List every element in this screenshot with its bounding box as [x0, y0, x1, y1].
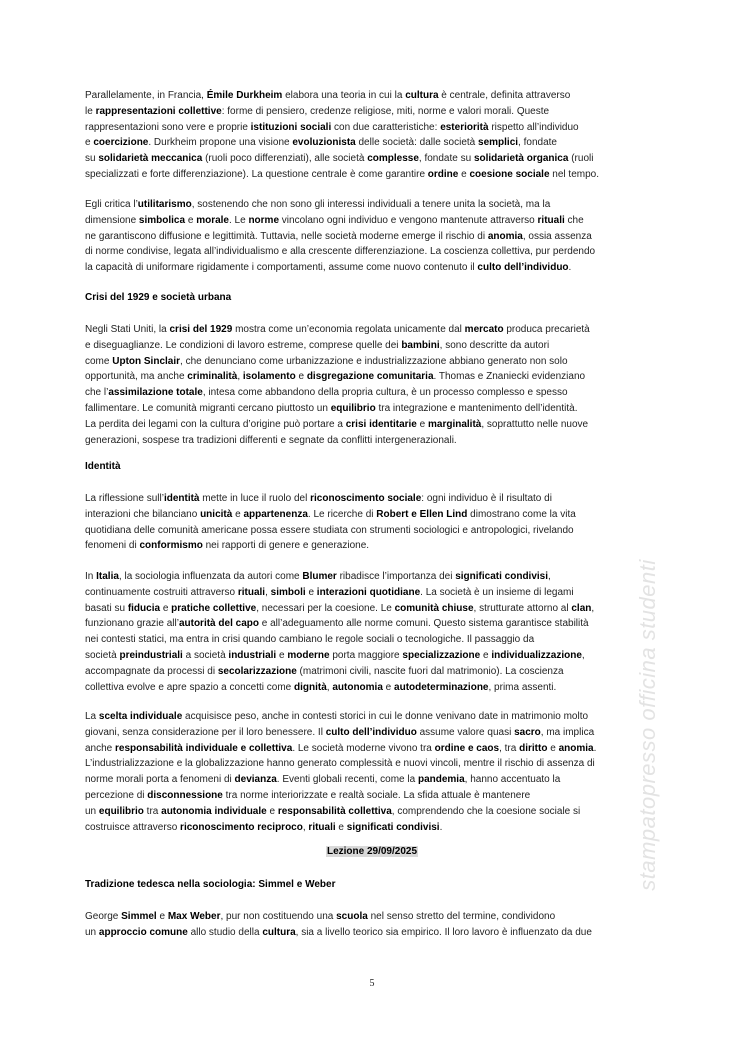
- bold-term: solidarietà organica: [473, 153, 569, 165]
- text-run: con due caratteristiche:: [331, 121, 441, 133]
- text-run: (matrimoni civili, nascite fuori dal matrimonio). La coscienza: [296, 665, 564, 677]
- text-line: [85, 709, 596, 725]
- bold-term: rituali: [537, 214, 565, 226]
- text-run: come: [85, 355, 113, 367]
- text-run: . Le società moderne vivono tra: [292, 742, 435, 754]
- text-line: [85, 88, 599, 104]
- text-run: e: [382, 681, 395, 693]
- text-run: ,: [548, 571, 551, 582]
- text-line: [85, 135, 599, 151]
- text-line: [85, 585, 594, 601]
- text-run: In: [85, 571, 97, 582]
- text-run: a società: [182, 649, 229, 661]
- text-run: La perdita dei legami con la cultura d’origine può portare a: [85, 418, 346, 430]
- bold-term: comunità chiuse: [394, 602, 474, 614]
- bold-term: preindustriali: [119, 649, 183, 661]
- text-run: vincolano ogni individuo e vengono mantenute attraverso: [279, 214, 538, 226]
- text-run: Negli Stati Uniti, la: [85, 324, 170, 335]
- text-line: [85, 523, 576, 539]
- text-run: un: [85, 805, 99, 817]
- bold-term: rituali: [308, 821, 336, 833]
- bold-term: secolarizzazione: [217, 665, 297, 677]
- text-run: società: [85, 649, 120, 661]
- text-line: [85, 151, 599, 167]
- bold-term: Upton Sinclair: [112, 355, 181, 367]
- text-run: , la sociologia influenzata da autori come: [118, 571, 303, 582]
- text-run: ,: [265, 586, 271, 598]
- text-line: [85, 401, 590, 417]
- text-line: [85, 338, 590, 354]
- text-run: ,: [591, 602, 595, 614]
- bold-term: scelta individuale: [98, 711, 183, 722]
- text-run: Parallelamente, in Francia,: [85, 90, 207, 101]
- bold-term: culto dell’individuo: [325, 726, 417, 738]
- bold-term: complesse: [367, 153, 419, 165]
- text-run: , intesa come abbandono della propria cultura, è un processo complesso e spesso: [202, 387, 568, 399]
- text-run: che l’: [85, 387, 109, 399]
- bold-term: autodeterminazione: [394, 681, 489, 693]
- text-line: [85, 322, 590, 338]
- page-number: 5: [369, 978, 375, 989]
- text-run: e: [266, 805, 278, 817]
- text-run: .: [568, 262, 572, 274]
- bold-term: criminalità: [187, 371, 238, 383]
- text-line: [85, 925, 592, 941]
- text-run: . Thomas e Znaniecki evidenziano: [433, 371, 586, 383]
- text-run: , sostenendo che non sono gli interessi individuali a tenere unita la società, ma la: [191, 199, 551, 210]
- text-run: tra: [143, 805, 162, 817]
- text-run: e: [480, 649, 492, 661]
- text-run: su: [85, 153, 99, 165]
- bold-term: morale: [196, 214, 229, 226]
- bold-term: significati condivisi: [455, 571, 549, 582]
- bold-term: equilibrio: [330, 402, 376, 414]
- bold-term: disgregazione comunitaria: [306, 371, 434, 383]
- text-run: La riflessione sull’: [85, 493, 164, 504]
- bold-term: interazioni quotidiane: [316, 586, 421, 598]
- text-run: opportunità, ma anche: [85, 371, 188, 383]
- text-line: [85, 244, 595, 260]
- bold-term: esteriorità: [440, 121, 489, 133]
- text-line: [85, 756, 596, 772]
- bold-term: responsabilità individuale e collettiva: [115, 742, 293, 754]
- bold-term: responsabilità collettiva: [277, 805, 392, 817]
- bold-term: Blumer: [302, 571, 337, 582]
- bold-term: pratiche collettive: [171, 602, 257, 614]
- bold-term: utilitarismo: [137, 199, 192, 210]
- text-run: , ma implica: [540, 726, 595, 738]
- bold-term: ordine: [427, 168, 459, 180]
- text-run: Egli critica l’: [85, 199, 138, 210]
- text-run: e: [156, 911, 168, 922]
- text-line: [85, 725, 596, 741]
- text-run: tra integrazione e mantenimento dell’identità.: [375, 402, 578, 414]
- text-line: [85, 909, 592, 925]
- text-run: tra norme interiorizzate e realtà sociale. La sfida attuale è mantenere: [222, 789, 531, 801]
- text-run: norme morali porta a fenomeni di: [85, 774, 235, 786]
- paragraph: [85, 88, 599, 183]
- text-run: allo studio della: [187, 926, 263, 938]
- text-run: quotidiana delle comunità americane possa essere studiata con strumenti sociologici e antropologici, rivelando: [85, 524, 574, 536]
- text-run: mette in luce il ruolo del: [199, 493, 311, 504]
- text-line: [85, 213, 595, 229]
- bold-term: simbolica: [138, 214, 186, 226]
- bold-term: cultura: [262, 926, 296, 938]
- bold-term: assimilazione totale: [108, 387, 203, 399]
- text-run: . Le ricerche di: [307, 508, 377, 520]
- section-heading: [85, 877, 335, 893]
- text-run: continuamente costruiti attraverso: [85, 586, 238, 598]
- paragraph: [85, 709, 596, 835]
- bold-term: rituali: [237, 586, 266, 598]
- text-run: , pur non costituendo una: [220, 911, 337, 922]
- text-line: [85, 788, 596, 804]
- text-line: [85, 197, 595, 213]
- text-line: [85, 229, 595, 245]
- bold-term: culto dell’individuo: [477, 262, 569, 274]
- bold-term: fiducia: [127, 602, 161, 614]
- text-run: e: [416, 418, 428, 430]
- text-run: ne garantiscono diffusione e legittimità. Tuttavia, nelle società moderne emerge il rischio di: [85, 230, 488, 242]
- text-run: . Eventi globali recenti, come la: [276, 774, 418, 786]
- text-run: costruisce attraverso: [85, 821, 181, 833]
- text-run: ribadisce l’importanza dei: [336, 571, 456, 582]
- bold-term: marginalità: [427, 418, 482, 430]
- paragraph: [85, 569, 594, 695]
- text-run: e: [335, 821, 347, 833]
- bold-term: pandemia: [417, 774, 465, 786]
- text-run: e all’adeguamento alle norme comuni. Questo sistema garantisce stabilità: [258, 618, 589, 630]
- text-run: e: [295, 371, 307, 383]
- text-line: [85, 772, 596, 788]
- text-run: basati su: [85, 602, 128, 614]
- text-line: [85, 417, 590, 433]
- watermark: stampatopresso officina studenti: [635, 559, 660, 891]
- text-run: , ossia assenza: [522, 230, 592, 242]
- bold-term: istituzioni sociali: [250, 121, 332, 133]
- text-line: [85, 459, 121, 475]
- lesson-date-label: Lezione 29/09/2025: [326, 846, 418, 857]
- text-line: [85, 877, 335, 893]
- bold-term: clan: [571, 602, 592, 614]
- text-run: nei rapporti di genere e generazione.: [202, 540, 370, 552]
- text-run: un: [85, 926, 99, 938]
- text-run: la capacità di uniformare rigidamente i comportamenti, assume come nuovo contenuto il: [85, 262, 478, 274]
- bold-term: cultura: [405, 90, 439, 101]
- bold-term: scuola: [336, 911, 368, 922]
- text-run: percezione di: [85, 789, 148, 801]
- paragraph: [85, 491, 576, 554]
- bold-term: Italia: [96, 571, 119, 582]
- bold-term: appartenenza: [243, 508, 308, 520]
- text-line: [85, 104, 599, 120]
- text-run: ,: [302, 821, 309, 833]
- text-run: , tra: [499, 742, 520, 754]
- text-run: , soprattutto nelle nuove: [481, 418, 589, 430]
- text-run: George: [85, 911, 122, 922]
- text-run: dimensione: [85, 214, 139, 226]
- text-line: [85, 260, 595, 276]
- bold-term: identità: [163, 493, 200, 504]
- text-line: [85, 616, 594, 632]
- bold-term: sacro: [514, 726, 541, 738]
- text-run: ,: [237, 371, 243, 383]
- text-run: nel tempo.: [549, 168, 600, 180]
- bold-term: evoluzionista: [292, 137, 356, 149]
- text-run: La: [85, 711, 99, 722]
- text-run: elabora una teoria in cui la: [282, 90, 406, 101]
- bold-term: Max Weber: [167, 911, 221, 922]
- text-line: [85, 290, 231, 306]
- text-run: accompagnate da processi di: [85, 665, 218, 677]
- bold-term: Crisi del 1929 e società urbana: [85, 292, 232, 303]
- text-run: . Le: [228, 214, 249, 226]
- bold-term: Identità: [85, 461, 121, 472]
- text-run: specializzati e forte differenziazione). La questione centrale è come garantire: [85, 168, 428, 180]
- bold-term: diritto: [519, 742, 548, 754]
- text-run: e: [232, 508, 244, 520]
- bold-term: moderne: [287, 649, 330, 661]
- section-heading: [85, 459, 121, 475]
- text-run: di norme condivise, legata all’individualismo e alla crescente differenziazione. La coscienza collettiva, pur perdendo: [85, 246, 596, 258]
- text-run: .: [439, 821, 443, 833]
- text-run: funzionano grazie all’: [85, 618, 179, 630]
- bold-term: ordine e caos: [434, 742, 500, 754]
- text-line: [85, 601, 594, 617]
- text-line: [85, 491, 576, 507]
- bold-term: crisi identitarie: [345, 418, 417, 430]
- bold-term: equilibrio: [98, 805, 144, 817]
- bold-term: unicità: [200, 508, 233, 520]
- bold-term: anomia: [487, 230, 523, 242]
- paragraph: [85, 909, 592, 941]
- text-run: generazioni, sospese tra tradizioni differenti e segnate da conflitti intergenerazionali.: [85, 434, 457, 446]
- text-run: e: [547, 742, 559, 754]
- bold-term: dignità: [294, 681, 327, 693]
- text-run: . Durkheim propone una visione: [148, 137, 293, 149]
- bold-term: anomia: [558, 742, 594, 754]
- text-line: [85, 120, 599, 136]
- bold-term: specializzazione: [402, 649, 481, 661]
- text-run: collettiva evolve e apre spazio a concetti come: [85, 681, 294, 693]
- bold-term: approccio comune: [98, 926, 188, 938]
- bold-term: coesione sociale: [469, 168, 550, 180]
- bold-term: Émile Durkheim: [206, 90, 283, 101]
- text-line: [85, 369, 590, 385]
- text-run: mostra come un’economia regolata unicamente dal: [232, 324, 465, 335]
- text-line: [85, 385, 590, 401]
- text-run: porta maggiore: [329, 649, 403, 661]
- text-run: : forme di pensiero, credenze religiose, miti, norme e valori morali. Queste: [221, 105, 550, 117]
- text-run: , sia a livello teorico sia empirico. Il loro lavoro è influenzato da due: [295, 926, 592, 938]
- text-run: e: [305, 586, 317, 598]
- paragraph: [85, 322, 590, 448]
- bold-term: isolamento: [242, 371, 296, 383]
- bold-term: industriali: [228, 649, 277, 661]
- text-run: , strutturate attorno al: [473, 602, 572, 614]
- text-run: . La società è un insieme di legami: [420, 586, 574, 598]
- text-line: [85, 354, 590, 370]
- bold-term: coercizione: [93, 137, 149, 149]
- bold-term: Simmel: [121, 911, 157, 922]
- text-line: [85, 569, 594, 585]
- bold-term: individualizzazione: [491, 649, 582, 661]
- text-line: [85, 538, 576, 554]
- text-run: rappresentazioni sono vere e proprie: [85, 121, 251, 133]
- text-run: , che denunciano come urbanizzazione e industrializzazione abbiano generato non solo: [180, 355, 568, 367]
- text-line: [85, 664, 594, 680]
- text-run: ,: [581, 649, 585, 661]
- text-run: acquisisce peso, anche in contesti storici in cui le donne venivano date in matrimonio molto: [182, 711, 589, 722]
- bold-term: crisi del 1929: [169, 324, 233, 335]
- bold-term: autorità del capo: [178, 618, 259, 630]
- text-run: dimostrano come la vita: [467, 508, 576, 520]
- text-run: ,: [326, 681, 333, 693]
- bold-term: rappresentazioni collettive: [95, 105, 222, 117]
- text-run: che: [564, 214, 584, 226]
- text-run: fallimentare. Le comunità migranti cercano piuttosto un: [85, 402, 331, 414]
- text-run: nel senso stretto del termine, condividono: [367, 911, 556, 922]
- bold-term: autonomia individuale: [161, 805, 267, 817]
- text-run: e: [276, 649, 288, 661]
- text-run: , hanno accentuato la: [464, 774, 561, 786]
- text-line: [85, 167, 599, 183]
- text-run: produca precarietà: [503, 324, 590, 335]
- text-run: e: [185, 214, 197, 226]
- bold-term: conformismo: [139, 540, 203, 552]
- text-line: [85, 820, 596, 836]
- text-run: rispetto all’individuo: [488, 121, 579, 133]
- bold-term: disconnessione: [147, 789, 223, 801]
- text-run: giovani, senza considerazione per il loro benessere. Il: [85, 726, 326, 738]
- text-run: (ruoli: [568, 153, 594, 165]
- bold-term: riconoscimento sociale: [310, 493, 422, 504]
- text-line: [85, 804, 596, 820]
- bold-term: devianza: [234, 774, 277, 786]
- text-run: .: [593, 742, 597, 754]
- text-line: [85, 680, 594, 696]
- text-run: : ogni individuo è il risultato di: [421, 493, 552, 504]
- text-run: , fondate: [518, 137, 557, 149]
- bold-term: mercato: [464, 324, 504, 335]
- bold-term: Tradizione tedesca nella sociologia: Simmel e Weber: [85, 879, 336, 890]
- text-line: [85, 648, 594, 664]
- bold-term: norme: [248, 214, 280, 226]
- text-line: [85, 632, 594, 648]
- lesson-date-heading: [0, 844, 744, 860]
- text-run: delle società: dalle società: [355, 137, 479, 149]
- bold-term: autonomia: [332, 681, 383, 693]
- bold-term: significati condivisi: [346, 821, 440, 833]
- text-run: e: [458, 168, 470, 180]
- text-run: interazioni che bilanciano: [85, 508, 201, 520]
- text-run: nei contesti statici, ma entra in crisi quando cambiano le regole sociali o tecnologiche. Il passaggio da: [85, 634, 535, 646]
- paragraph: [85, 197, 595, 276]
- text-line: [85, 507, 576, 523]
- text-run: , sono descritte da autori: [439, 339, 550, 351]
- bold-term: Robert e Ellen Lind: [376, 508, 468, 520]
- bold-term: riconoscimento reciproco: [180, 821, 303, 833]
- text-run: assume valore quasi: [416, 726, 515, 738]
- bold-term: solidarietà meccanica: [98, 153, 203, 165]
- text-run: è centrale, definita attraverso: [438, 90, 571, 101]
- text-line: [85, 433, 590, 449]
- text-run: , necessari per la coesione. Le: [256, 602, 395, 614]
- text-run: e: [160, 602, 172, 614]
- text-run: e diseguaglianze. Le condizioni di lavoro estreme, comprese quelle dei: [85, 339, 402, 351]
- bold-term: simboli: [270, 586, 306, 598]
- bold-term: bambini: [401, 339, 440, 351]
- text-run: , fondate su: [418, 153, 474, 165]
- text-run: , comprendendo che la coesione sociale si: [391, 805, 581, 817]
- text-run: (ruoli poco differenziati), alle società: [202, 153, 368, 165]
- text-run: L’industrializzazione e la globalizzazione hanno generato complessità e nuovi vincoli, mentre il rischio di assenza di: [85, 758, 595, 770]
- bold-term: semplici: [478, 137, 519, 149]
- text-run: , prima assenti.: [488, 681, 557, 693]
- text-run: e: [85, 137, 94, 149]
- section-heading: [85, 290, 231, 306]
- text-line: [85, 741, 596, 757]
- text-run: le: [85, 105, 96, 117]
- text-run: anche: [85, 742, 116, 754]
- text-run: fenomeni di: [85, 540, 140, 552]
